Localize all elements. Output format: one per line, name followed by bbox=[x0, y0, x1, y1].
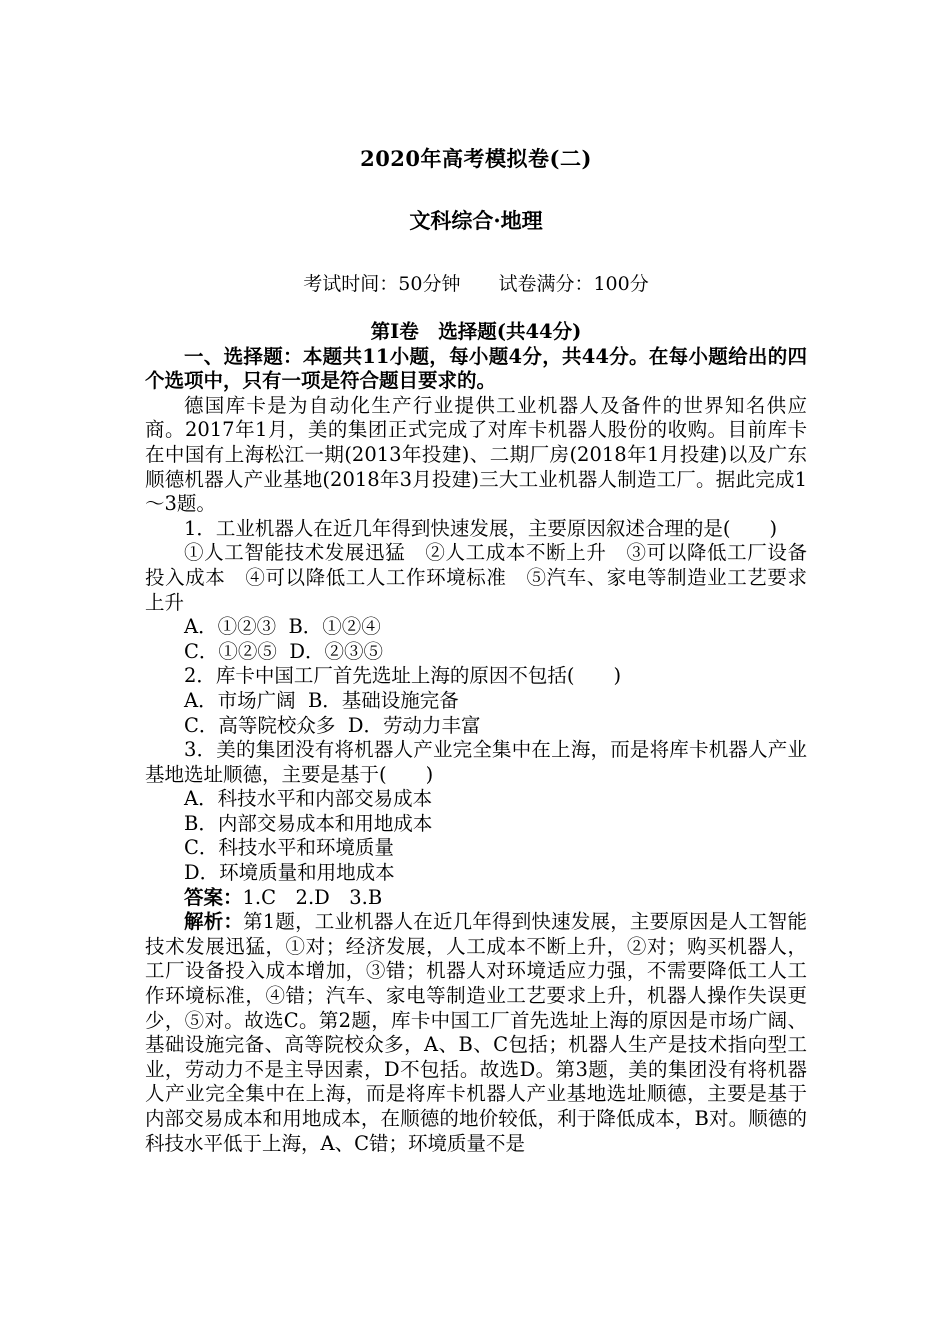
question-3-option-b: B．内部交易成本和用地成本 bbox=[184, 811, 433, 835]
analysis-paragraph bbox=[145, 910, 807, 1156]
question-3-option-d: D．环境质量和用地成本 bbox=[184, 861, 395, 885]
answer-label: 答案： bbox=[184, 885, 243, 909]
exam-title: 2020年高考模拟卷(二) bbox=[360, 146, 592, 171]
question-1-stem: 1．工业机器人在近几年得到快速发展，主要原因叙述合理的是( ) bbox=[184, 516, 778, 540]
answer-text: 1.C 2.D 3.B bbox=[242, 885, 383, 909]
section-heading: 第Ⅰ卷 选择题(共44分) bbox=[370, 320, 582, 343]
question-3-stem: 3．美的集团没有将机器人产业完全集中在上海，而是将库卡机器人产业基地选址顺德，主要是基于( ) bbox=[145, 738, 807, 786]
exam-subtitle: 文科综合·地理 bbox=[409, 208, 543, 233]
question-1-options-row-2: C．①②⑤ D．②③⑤ bbox=[184, 639, 383, 663]
question-1-options-row-1: A．①②③ B．①②④ bbox=[184, 615, 381, 639]
answer-line bbox=[145, 886, 807, 911]
section-instruction: 一、选择题：本题共11小题，每小题4分，共44分。在每小题给出的四个选项中，只有一项是符合题目要求的。 bbox=[145, 344, 807, 393]
exam-info: 考试时间：50分钟 试卷满分：100分 bbox=[303, 273, 649, 295]
passage: 德国库卡是为自动化生产行业提供工业机器人及备件的世界知名供应商。2017年1月，美的集团正式完成了对库卡机器人股份的收购。目前库卡在中国有上海松江一期(2013年投建)、二期厂房(2018年1月投建)以及广东顺德机器人产业基地(2018年3月投建)三大工业机器人制造工厂。据此完成1～3题。 bbox=[145, 393, 807, 516]
question-3-option-c: C．科技水平和环境质量 bbox=[184, 836, 394, 860]
analysis-label: 解析： bbox=[184, 910, 244, 934]
question-2-stem: 2．库卡中国工厂首先选址上海的原因不包括( ) bbox=[184, 664, 622, 688]
analysis-text: 第1题，工业机器人在近几年得到快速发展，主要原因是人工智能技术发展迅猛，①对；经济发展，人工成本不断上升，②对；购买机器人，工厂设备投入成本增加，③错；机器人对环境适应力强，不需要降低工人工作环境标准，④错；汽车、家电等制造业工艺要求上升，机器人操作失误更少，⑤对。故选C。第2题，库卡中国工厂首先选址上海的原因是市场广阔、基础设施完备、高等院校众多，A、B、C包括；机器人生产是技术指向型工业，劳动力不是主导因素，D不包括。故选D。第3题，美的集团没有将机器人产业完全集中在上海，而是将库卡机器人产业基地选址顺德，主要是基于内部交易成本和用地成本，在顺德的地价较低，利于降低成本，B对。顺德的科技水平低于上海，A、C错；环境质量不是 bbox=[145, 910, 807, 1155]
question-2-options-row-1: A．市场广阔 B．基础设施完备 bbox=[184, 688, 459, 712]
question-2-options-row-2: C．高等院校众多 D．劳动力丰富 bbox=[184, 713, 481, 737]
question-1-statements: ①人工智能技术发展迅猛 ②人工成本不断上升 ③可以降低工厂设备投入成本 ④可以降低工人工作环境标准 ⑤汽车、家电等制造业工艺要求上升 bbox=[145, 541, 807, 614]
document-body bbox=[145, 320, 807, 1156]
question-3-option-a: A．科技水平和内部交易成本 bbox=[184, 787, 433, 811]
